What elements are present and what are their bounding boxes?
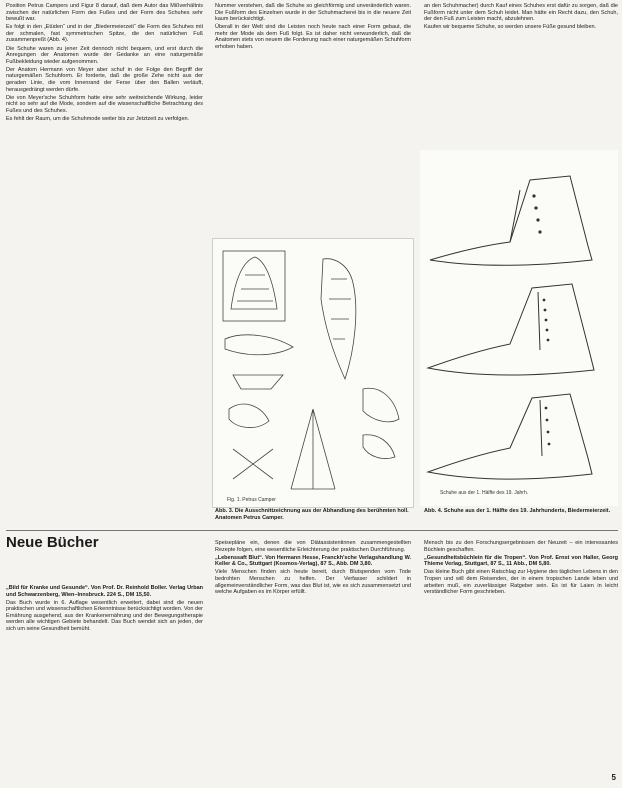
book-review-text: Mensch bis zu den Forschungsergebnissen der Neuzeit – ein interessantes Büchlein geschaffen.	[424, 540, 618, 553]
article-column-2	[215, 3, 411, 235]
book-review-column-1	[6, 585, 203, 785]
figure-label: Schuhe aus der 1. Hälfte des 19. Jahrh.	[440, 490, 529, 496]
article-paragraph: Der Anatom Hermann von Meyer aber schuf in der Folge den Begriff der naturgemäßen Schuhform. Er forderte, daß die große Zehe nicht aus der geraden Linie, die vom Innenrand der Ferse über den Ballen verläuft, herausgedrängt werden dürfe.	[6, 66, 203, 93]
book-review-text: Speisepläne ein, denen die von Diätassistentinnen zusammengestellten Rezepte folgen, eine wesentliche Erleichterung der praktischen Durchführung.	[215, 540, 411, 553]
book-title: „Gesundheitsbüchlein für die Tropen“. Von Prof. Ernst von Haller, Georg Thieme Verlag, Stuttgart, 87 S., 11 Abb., DM 5,80.	[424, 554, 618, 568]
figure-camper-drawings	[212, 238, 414, 508]
section-divider	[6, 530, 618, 531]
article-paragraph: Es fehlt der Raum, um die Schuhmode weiter bis zur Jetztzeit zu verfolgen.	[6, 116, 190, 122]
article-paragraph: an den Schuhmacher) durch Kauf eines Schuhes erst dafür zu sorgen, daß die Fußform nicht unter dem Schuh leidet. Man hätte ein Recht dazu, den Schuh, der den Fuß zum Leisten macht, abzulehnen.	[424, 3, 618, 23]
figure-label: Fig. 1. Petrus Camper	[227, 497, 276, 503]
book-review-column-3	[424, 540, 618, 785]
article-column-1	[6, 3, 203, 527]
article-paragraph: Die Schuhe waren zu jener Zeit dennoch nicht bequem, und erst durch die Anregungen der Anatomen wurde der Gedanke an eine naturgemäße Fußbekleidung wieder aufgenommen.	[6, 45, 203, 65]
book-review-text: Viele Menschen finden sich heute bereit, durch Blutspenden vom Tode bedrohten Menschen zu helfen. Der Verfasser schildert in allgemeinverständlicher Form, was das Blut ist, wie es sich zusammensetzt und welche Aufgaben es im Körper erfüllt.	[215, 569, 411, 596]
article-paragraph: Nummer verstehen, daß die Schuhe so gleichförmig und unveränderlich waren. Die Fußform des Einzelnen wurde in der Schuhmacherei bis in die neuere Zeit kaum berücksichtigt.	[215, 3, 411, 23]
book-review-text: Das Buch wurde in 6. Auflage wesentlich erweitert, dabei sind die neuen praktischen und wissenschaftlichen Erkenntnisse berücksichtigt worden. Von der Ernährung ausgehend, aus der Krankenernährung und der Bewegungstherapie werden alle wichtigen Gebiete behandelt. Das Buch wendet sich an jeden, der sich um seine Gesundheit bemüht.	[6, 599, 203, 633]
article-column-3	[424, 3, 618, 148]
section-title: Neue Bücher	[6, 534, 99, 551]
article-paragraph: Überall in der Welt sind die Leisten noch heute nach einer Form gebaut, die mehr der Mode als dem Fuß folgt. Es ist daher nicht verwunderlich, daß die Anatomen stets von neuem die Forderung nach einer naturgemäßen Schuhform erhoben haben.	[215, 24, 411, 51]
figure-biedermeier-shoes	[420, 150, 618, 506]
shoe-illustration	[420, 150, 618, 506]
anatomy-drawing-illustration	[213, 239, 413, 507]
article-paragraph: Die von Meyer'sche Schuhform hatte eine sehr weitreichende Wirkung, leider nicht so sehr auf die Mode, sondern auf die wissenschaftliche Betrachtung des Fußes und des Schuhes.	[6, 94, 203, 114]
article-paragraph: Kaufen wir bequeme Schuhe, so werden unsere Füße gesund bleiben.	[424, 24, 597, 31]
article-paragraph: Es folgt in den „Etüden“ und in der „Biedermeierzeit“ die Form des Schuhes mit der schmalen, fast symmetrischen Spitze, die den natürlichen Fuß zusammenpreßt (Abb. 4).	[6, 24, 203, 44]
figure-caption: Abb. 3. Die Ausschnittzeichnung aus der Abhandlung des berühmten holl. Anatomen Petrus Camper.	[215, 508, 409, 521]
article-paragraph: Position Petrus Campers und Figur 8 darauf, daß dem Autor das Mißverhältnis zwischen der natürlichen Form des Fußes und der Form des Schuhes sehr bewußt war.	[6, 3, 203, 23]
book-review-column-2	[215, 540, 411, 785]
figure-caption: Abb. 4. Schuhe aus der 1. Hälfte des 19. Jahrhunderts, Biedermeierzeit.	[424, 508, 611, 514]
book-title: „Lebenssaft Blut“. Von Hermann Hesse, Franckh'sche Verlagshandlung W. Keller & Co., Stuttgart (Kosmos-Verlag), 87 S., Abb. DM 3,80.	[215, 554, 411, 568]
book-review-text: Das kleine Buch gibt einen Ratschlag zur Hygiene des täglichen Lebens in den Tropen und will dem Reisenden, der in einem tropischen Lande leben und arbeiten muß, ein zuverlässiger Ratgeber sein. Es ist für Laien in leicht verständlicher Form geschrieben.	[424, 569, 618, 596]
book-title: „Bild für Kranke und Gesunde“. Von Prof. Dr. Reinhold Boller. Verlag Urban und Schwarzenberg, Wien–Innsbruck. 224 S., DM 15,50.	[6, 585, 203, 598]
page-number: 5	[611, 773, 616, 782]
